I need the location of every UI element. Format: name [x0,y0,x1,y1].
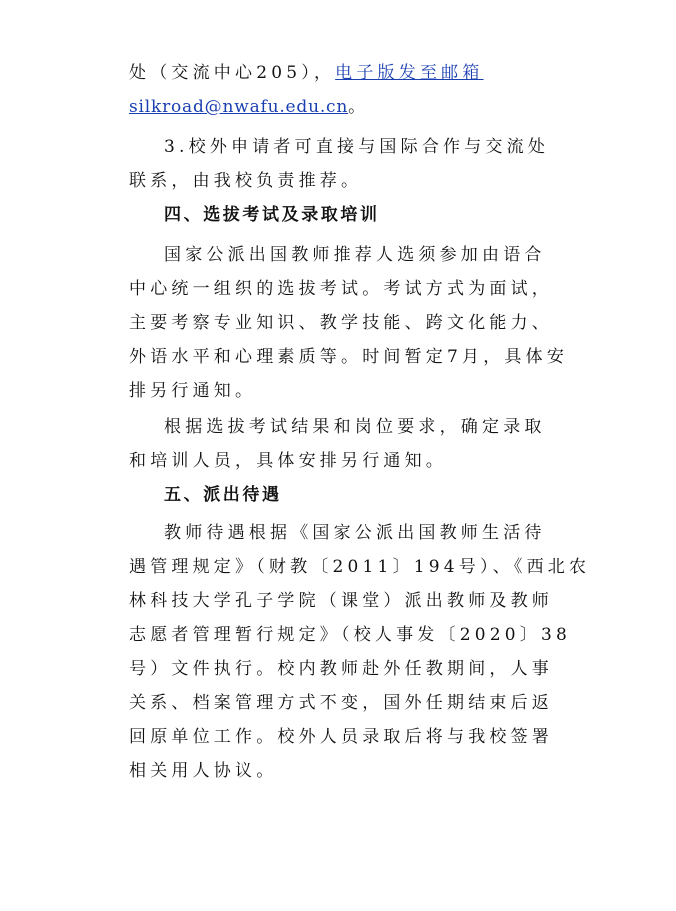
paragraph-line: 林科技大学孔子学院（课堂）派出教师及教师 [129,591,553,611]
paragraph-line: 3.校外申请者可直接与国际合作与交流处 [164,137,550,157]
paragraph-line: 相关用人协议。 [129,761,278,781]
email-link[interactable]: 电子版发至邮箱 [335,63,484,83]
paragraph-line: 联系，由我校负责推荐。 [129,171,363,191]
paragraph-line: 回原单位工作。校外人员录取后将与我校签署 [129,727,553,747]
paragraph-line: 外语水平和心理素质等。时间暂定7月，具体安 [129,347,569,367]
section-heading: 五、派出待遇 [164,485,282,505]
paragraph-line: 遇管理规定》（财教〔2011〕194号）、《西北农 [129,557,591,577]
paragraph-line: 关系、档案管理方式不变，国外任期结束后返 [129,693,553,713]
paragraph-line: 主要考察专业知识、教学技能、跨文化能力、 [129,313,553,333]
paragraph-line: 根据选拔考试结果和岗位要求，确定录取 [164,417,546,437]
paragraph-line: 号）文件执行。校内教师赴外任教期间，人事 [129,659,553,679]
text-span: 。 [348,97,370,117]
paragraph-line: 和培训人员，具体安排另行通知。 [129,451,447,471]
email-address-link[interactable]: silkroad@nwafu.edu.cn [129,97,349,117]
section-heading: 四、选拔考试及录取培训 [164,205,380,225]
paragraph-line: 国家公派出国教师推荐人选须参加由语合 [164,245,546,265]
paragraph-line [129,62,484,84]
paragraph-line: 教师待遇根据《国家公派出国教师生活待 [164,523,546,543]
paragraph-line: 排另行通知。 [129,381,257,401]
paragraph-line: 中心统一组织的选拔考试。考试方式为面试， [129,279,553,299]
paragraph-line: 志愿者管理暂行规定》（校人事发〔2020〕38 [129,625,571,645]
paragraph-line [129,96,369,118]
text-span: 处（交流中心205）， [129,63,336,83]
